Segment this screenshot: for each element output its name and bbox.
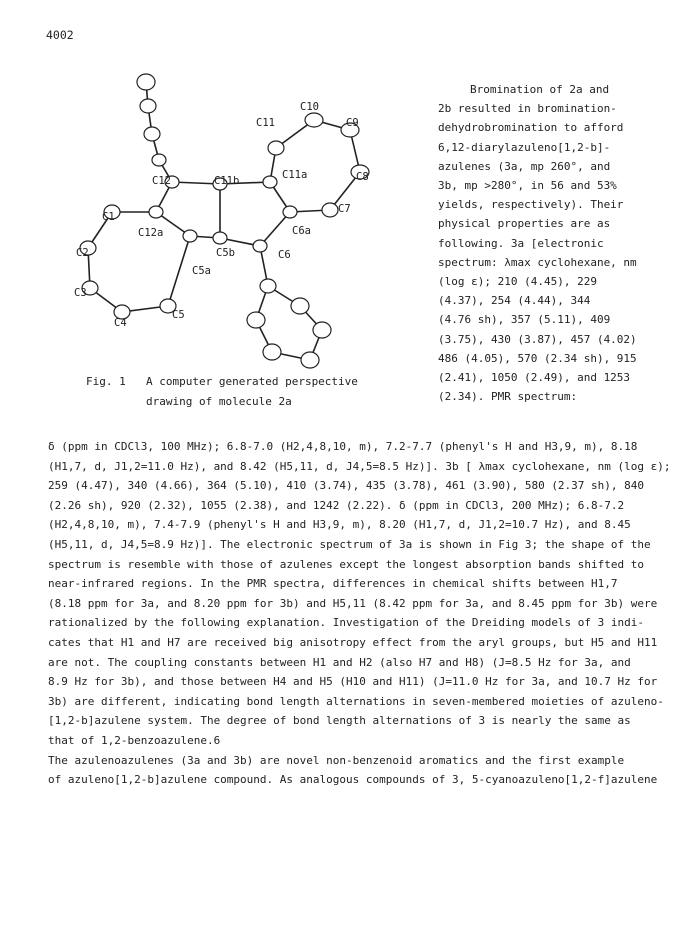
body-line: cates that H1 and H7 are received big anisotropy effect from the aryl groups, but H5 and H11 (48, 635, 658, 649)
atom-label-c8: C8 (356, 171, 369, 183)
right-column-line: physical properties are as (438, 217, 611, 231)
right-column-line: dehydrobromination to afford (438, 121, 624, 135)
atom-label-c5b: C5b (216, 247, 235, 259)
body-line: spectrum is resemble with those of azulenes except the longest absorption bands shifted to (48, 557, 645, 571)
body-line: (2.26 sh), 920 (2.32), 1055 (2.38), and 1242 (2.22). δ (ppm in CDCl3, 200 MHz); 6.8-7.2 (48, 498, 625, 512)
atom-label-c5a: C5a (192, 265, 211, 277)
right-column-line: 6,12-diarylazuleno[1,2-b]- (438, 140, 611, 154)
body-line: (H2,4,8,10, m), 7.4-7.9 (phenyl's H and H3,9, m), 8.20 (H1,7, d, J1,2=10.7 Hz), and 8.45 (48, 518, 631, 532)
molecule-figure (60, 60, 440, 390)
right-column-line: spectrum: λmax cyclohexane, nm (438, 255, 637, 269)
body-line: that of 1,2-benzoazulene.6 (48, 733, 221, 747)
body-line: near-infrared regions. In the PMR spectra, differences in chemical shifts between H1,7 (48, 577, 618, 591)
right-column-line: azulenes (3a, mp 260°, and (438, 159, 611, 173)
body-line: δ (ppm in CDCl3, 100 MHz); 6.8-7.0 (H2,4,8,10, m), 7.2-7.7 (phenyl's H and H3,9, m), 8.18 (48, 440, 638, 453)
right-column-line: following. 3a [electronic (438, 236, 604, 250)
body-line: 3b) are different, indicating bond length alternations in seven-membered moieties of azuleno- (48, 694, 664, 708)
atom-label-c11a: C11a (282, 169, 308, 181)
right-column-line: (3.75), 430 (3.87), 457 (4.02) (438, 332, 637, 346)
atom-label-c3: C3 (74, 287, 87, 299)
right-column-text (438, 80, 666, 406)
body-line: [1,2-b]azulene system. The degree of bond length alternations of 3 is nearly the same as (48, 714, 631, 728)
right-column-line: (2.34). PMR spectrum: (438, 390, 578, 404)
atom-label-c11b: C11b (214, 175, 240, 187)
atom-label-c12: C12 (152, 175, 171, 187)
atom-label-c12a: C12a (138, 227, 164, 239)
body-line: 259 (4.47), 340 (4.66), 364 (5.10), 410 (3.74), 435 (3.78), 461 (3.90), 580 (2.37 sh), 840 (48, 479, 645, 493)
body-line: 8.9 Hz for 3b), and those between H4 and H5 (H10 and H11) (J=11.0 Hz for 3a, and 10.7 Hz for (48, 675, 658, 689)
molecule-drawing (60, 60, 440, 390)
body-line: The azulenoazulenes (3a and 3b) are novel non-benzenoid aromatics and the first example (48, 753, 625, 767)
atom-label-c9: C9 (346, 117, 359, 129)
body-line: are not. The coupling constants between H1 and H2 (also H7 and H8) (J=8.5 Hz for 3a, and (48, 655, 631, 669)
right-column-line: Bromination of 2a and (470, 83, 610, 96)
caption-line-2: drawing of molecule 2a (146, 395, 292, 408)
page-number: 4002 (46, 28, 74, 42)
body-text (48, 437, 671, 790)
atom-label-c1: C1 (102, 211, 115, 223)
right-column-line: (2.41), 1050 (2.49), and 1253 (438, 371, 631, 385)
body-line: of azuleno[1,2-b]azulene compound. As analogous compounds of 3, 5-cyanoazuleno[1,2-f]azulene (48, 773, 658, 787)
body-line: rationalized by the following explanation. Investigation of the Dreiding models of 3 indi- (48, 616, 645, 630)
atom-label-c10: C10 (300, 101, 319, 113)
right-column-line: (4.76 sh), 357 (5.11), 409 (438, 313, 611, 327)
atom-label-c6a: C6a (292, 225, 311, 237)
caption-label: Fig. 1 (86, 375, 126, 388)
atom-label-c7: C7 (338, 203, 351, 215)
right-column-line: 486 (4.05), 570 (2.34 sh), 915 (438, 351, 637, 365)
right-column-line: (log ε); 210 (4.45), 229 (438, 275, 597, 289)
atom-label-c4: C4 (114, 317, 127, 329)
right-column-line: 3b, mp >280°, in 56 and 53% (438, 179, 617, 193)
right-column-line: (4.37), 254 (4.44), 344 (438, 294, 591, 308)
body-line: (H1,7, d, J1,2=11.0 Hz), and 8.42 (H5,11, d, J4,5=8.5 Hz)]. 3b [ λmax cyclohexane, nm (log ε); (48, 459, 671, 473)
body-line: (H5,11, d, J4,5=8.9 Hz)]. The electronic spectrum of 3a is shown in Fig 3; the shape of the (48, 537, 651, 551)
atom-label-c11: C11 (256, 117, 275, 129)
atom-label-c6: C6 (278, 249, 291, 261)
atom-label-c5: C5 (172, 309, 185, 321)
right-column-line: 2b resulted in bromination- (438, 102, 617, 116)
body-line: (8.18 ppm for 3a, and 8.20 ppm for 3b) and H5,11 (8.42 ppm for 3a, and 8.45 ppm for 3b) were (48, 596, 658, 610)
figure-caption (86, 372, 386, 412)
right-column-line: yields, respectively). Their (438, 198, 624, 212)
caption-line-1: A computer generated perspective (146, 375, 358, 388)
atom-label-c2: C2 (76, 247, 89, 259)
